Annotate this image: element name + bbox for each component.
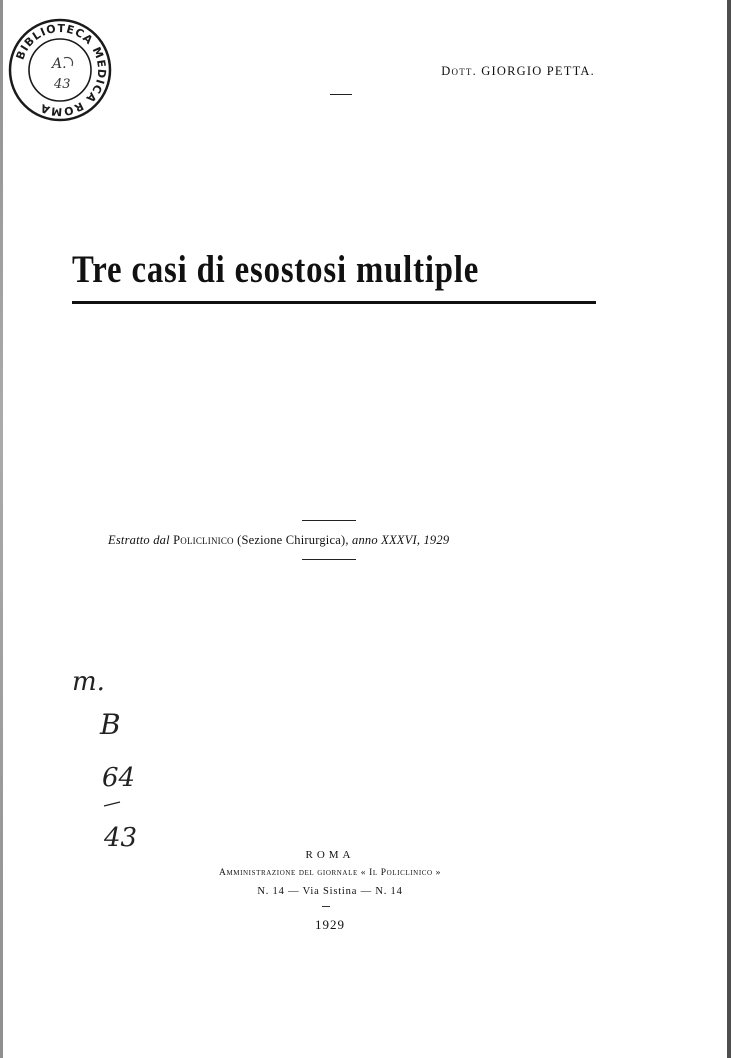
- imprint-divider: [322, 906, 330, 907]
- extract-rule-top: [302, 520, 356, 521]
- author-prefix: Dott.: [441, 64, 477, 78]
- imprint-year: 1929: [315, 917, 345, 932]
- extract-rule-bottom: [302, 559, 356, 560]
- imprint-publisher: Amministrazione del giornale « Il Policlinico »: [218, 868, 441, 878]
- stamp-shelfmark-2: 43: [54, 77, 71, 92]
- scan-edge-left: [0, 0, 3, 1058]
- extract-line: [108, 533, 568, 548]
- author-divider: [330, 94, 352, 95]
- title-underline: [72, 301, 596, 304]
- imprint-city: ROMA: [305, 849, 355, 861]
- extract-section: (Sezione Chirurgica),: [237, 533, 349, 547]
- extract-year-info: anno XXXVI, 1929: [352, 533, 450, 547]
- handwritten-line-1: m.: [72, 667, 105, 697]
- author-line: [0, 64, 595, 79]
- handwritten-line-2: B: [100, 708, 121, 741]
- handwritten-line-4: 43: [104, 823, 138, 853]
- author-name: GIORGIO PETTA.: [481, 64, 595, 78]
- extract-lead: Estratto dal: [108, 533, 170, 547]
- document-title: Tre casi di esostosi multiple: [72, 248, 480, 291]
- stamp-ring-text: BIBLIOTECA MEDICA ROMA: [13, 21, 109, 119]
- stamp-shelfmark-1: A.: [52, 56, 67, 72]
- imprint-address: N. 14 — Via Sistina — N. 14: [257, 886, 403, 897]
- extract-journal: Policlinico: [173, 533, 234, 547]
- scan-edge-right: [727, 0, 731, 1058]
- handwritten-line-3: 64: [102, 763, 136, 793]
- handwritten-notes: [60, 660, 180, 860]
